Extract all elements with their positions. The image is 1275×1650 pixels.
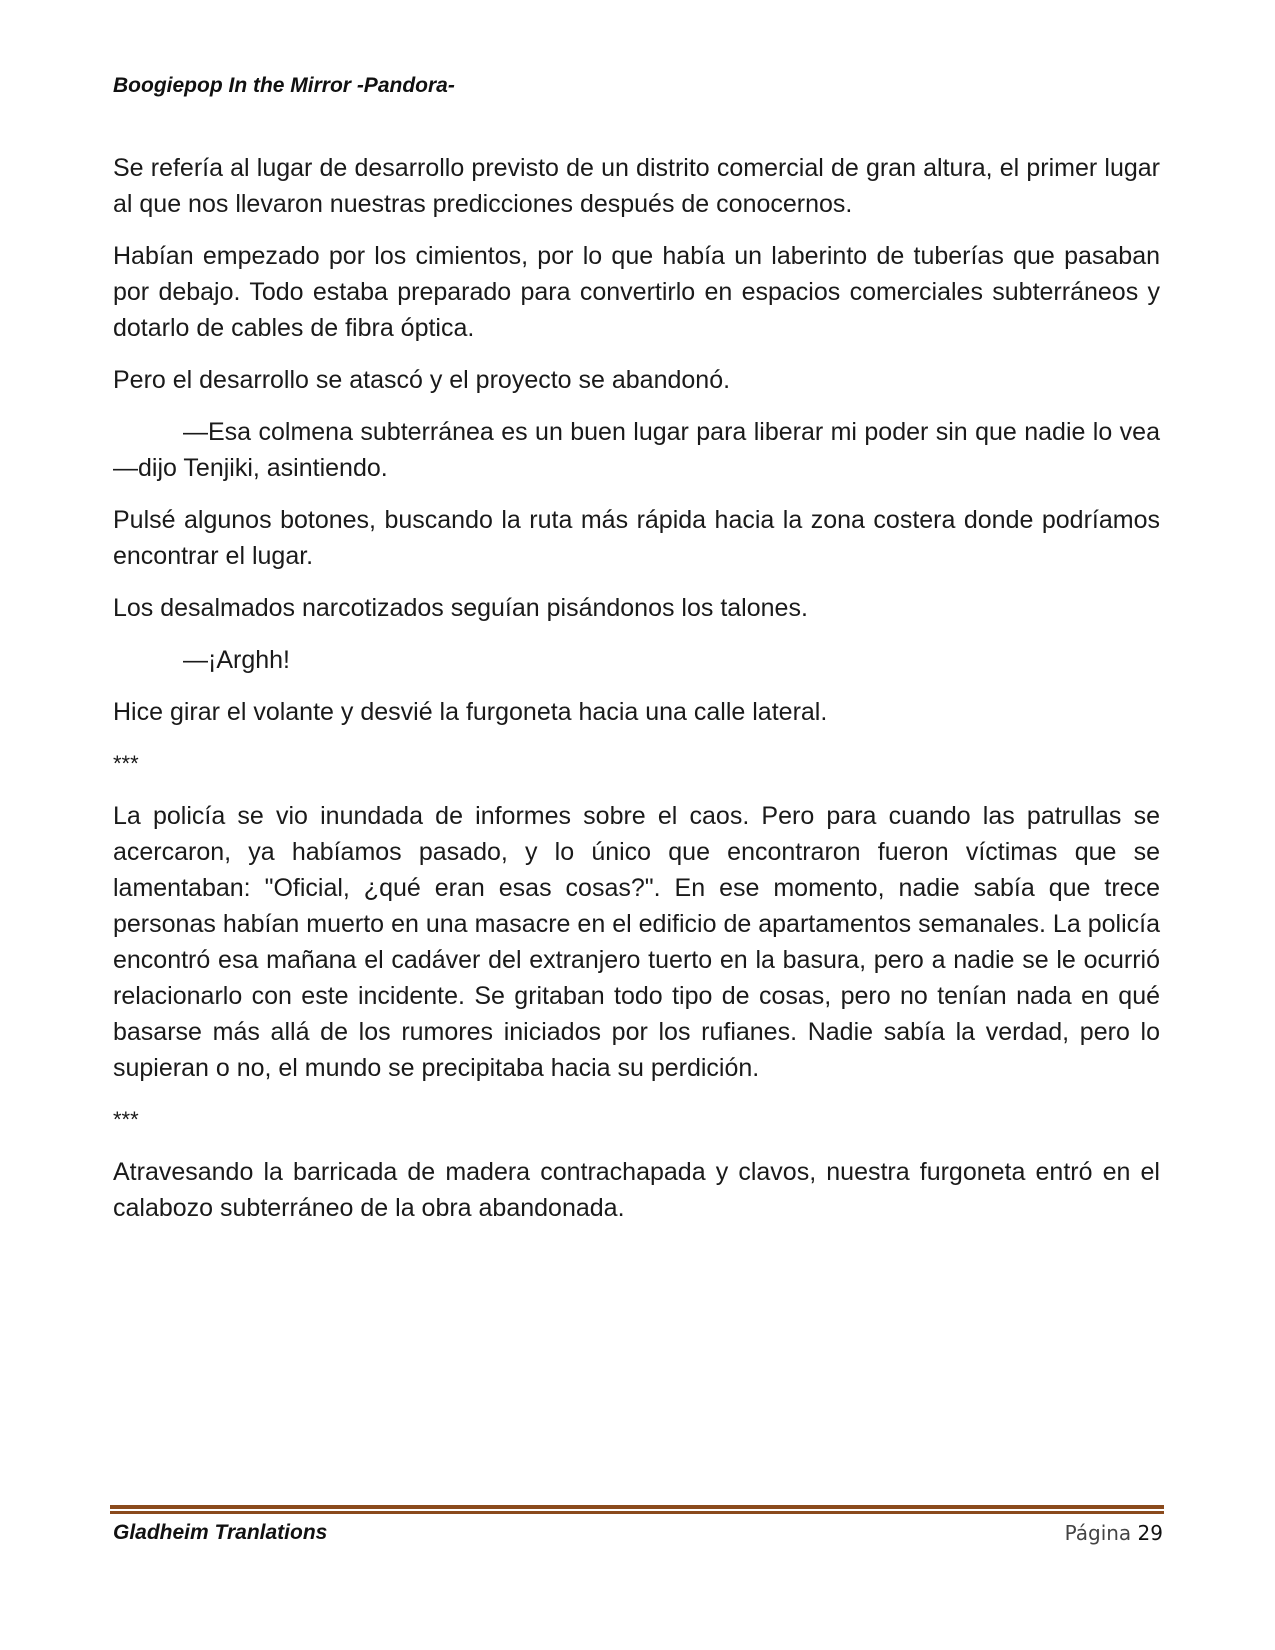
scene-separator: *** xyxy=(113,1107,139,1132)
paragraph: La policía se vio inundada de informes sobre el caos. Pero para cuando las patrullas se acercaron, ya habíamos pasado, y lo único que encontraron fueron víctimas que se lamentaban: "Oficial, ¿qué eran esas cosas?". En ese momento, nadie sabía que trece personas habían muerto en una masacre en el edificio de apartamentos semanales. La policía encontró esa mañana el cadáver del extranjero tuerto en la basura, pero a nadie se le ocurrió relacionarlo con este incidente. Se gritaban todo tipo de cosas, pero no tenían nada en qué basarse más allá de los rumores iniciados por los rufianes. Nadie sabía la verdad, pero lo supieran o no, el mundo se precipitaba hacia su perdición. xyxy=(113,802,1160,1082)
dialogue-paragraph: —¡Arghh! xyxy=(183,646,290,674)
paragraph: Habían empezado por los cimientos, por lo que había un laberinto de tuberías que pasaban por debajo. Todo estaba preparado para convertirlo en espacios comerciales subterráneos y dotarlo de cables de fibra óptica. xyxy=(113,242,1160,342)
paragraph: Los desalmados narcotizados seguían pisándonos los talones. xyxy=(113,594,808,622)
dialogue-paragraph: —Esa colmena subterránea es un buen lugar para liberar mi poder sin que nadie lo vea —dijo Tenjiki, asintiendo. xyxy=(113,418,1160,482)
footer-credit: Gladheim Tranlations xyxy=(113,1521,328,1544)
page-number-value: 29 xyxy=(1137,1521,1163,1545)
page-label: Página xyxy=(1064,1521,1132,1545)
paragraph: Atravesando la barricada de madera contrachapada y clavos, nuestra furgoneta entró en el calabozo subterráneo de la obra abandonada. xyxy=(113,1158,1160,1222)
paragraph: Se refería al lugar de desarrollo previsto de un distrito comercial de gran altura, el primer lugar al que nos llevaron nuestras predicciones después de conocernos. xyxy=(113,154,1160,218)
running-header: Boogiepop In the Mirror -Pandora- xyxy=(113,74,455,97)
paragraph: Pulsé algunos botones, buscando la ruta más rápida hacia la zona costera donde podríamos encontrar el lugar. xyxy=(113,506,1160,570)
scene-separator: *** xyxy=(113,751,139,776)
footer-rule xyxy=(110,1505,1164,1516)
page-number xyxy=(1065,1521,1163,1545)
body-text xyxy=(113,150,1160,1242)
paragraph: Hice girar el volante y desvié la furgoneta hacia una calle lateral. xyxy=(113,698,828,726)
paragraph: Pero el desarrollo se atascó y el proyecto se abandonó. xyxy=(113,366,731,394)
